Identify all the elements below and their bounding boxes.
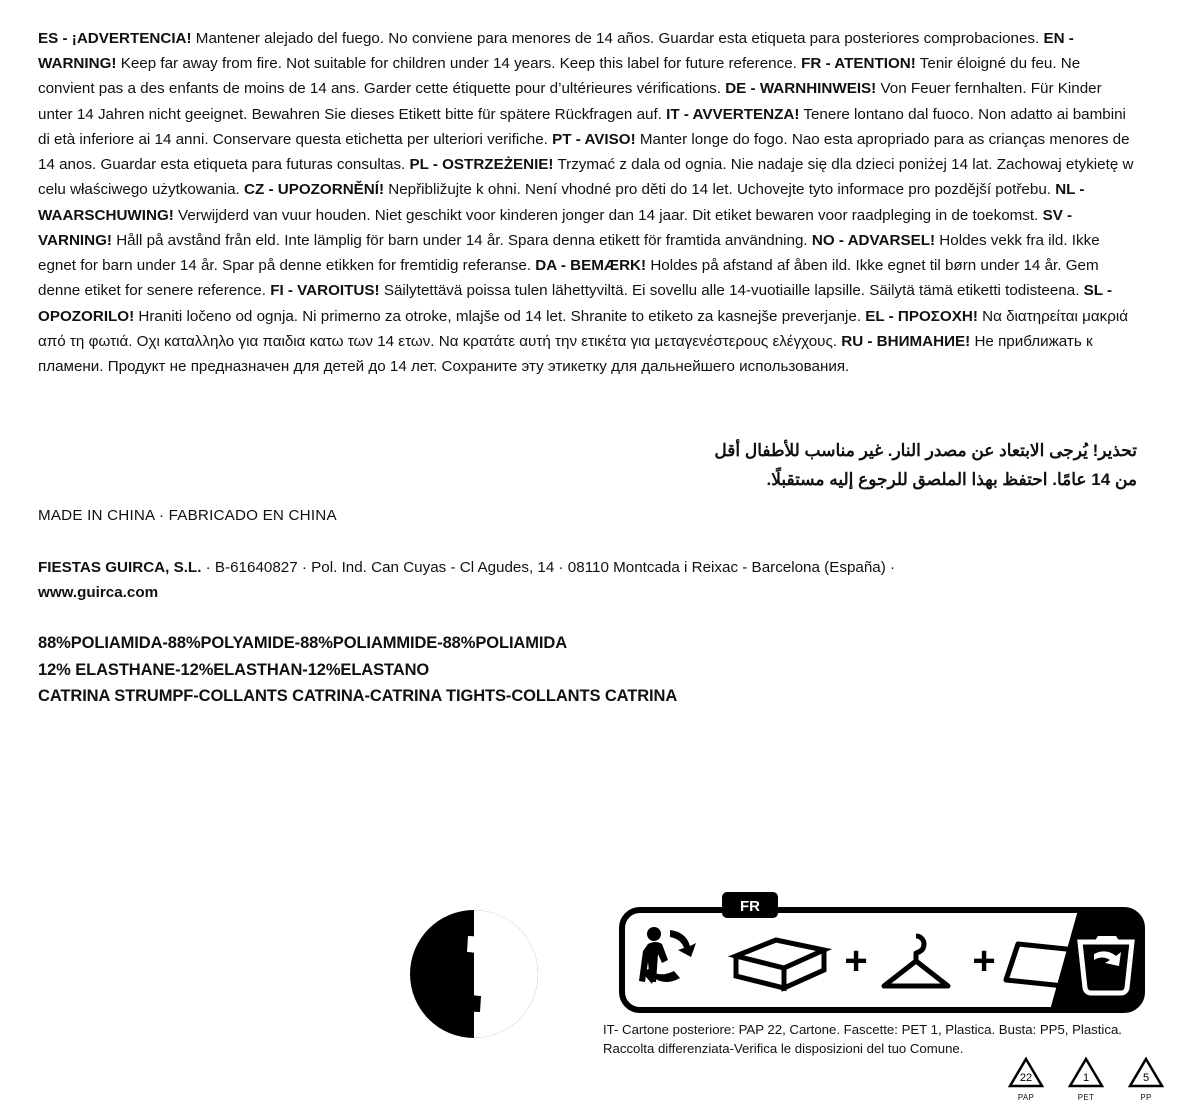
warning-lang-label-12: FI - VAROITUS! — [270, 282, 380, 300]
svg-text:+: + — [844, 939, 868, 983]
warning-lang-text-13: Hraniti ločeno od ognja. Ni primerno za otroke, mlajše od 14 let. Shranite to etiketo za kasnejše preverjanje. — [134, 307, 866, 325]
multilingual-warning-text — [38, 26, 1138, 379]
company-info — [38, 555, 1158, 605]
material-code-pap — [1000, 1056, 1052, 1102]
warning-lang-text-1: Keep far away from fire. Not suitable for children under 14 years. Keep this label for future reference. — [116, 55, 802, 73]
warning-lang-label-4: IT - AVVERTENZA! — [666, 105, 800, 123]
warning-lang-text-5: Manter longe do fogo. Nao esta apropriado para as crianças menores de 14 anos. Guardar esta etiqueta para futuras consultas. — [38, 130, 1130, 174]
warning-lang-text-9: Håll på avstånd från eld. Inte lämplig för barn under 14 år. Spara denna etikett för framtida användning. — [111, 231, 812, 249]
svg-text:+: + — [972, 939, 996, 983]
warning-lang-text-15: Не приближать к пламени. Продукт не предназначен для детей до 14 лет. Сохраните эту этикетку для дальнейшего использования. — [38, 332, 1093, 376]
warning-lang-label-7: CZ - UPOZORNĚNÍ! — [243, 181, 385, 199]
warning-lang-label-6: PL - OSTRZEŻENIE! — [409, 156, 554, 174]
warning-lang-label-5: PT - AVISO! — [552, 130, 636, 148]
warning-lang-label-3: DE - WARNHINWEIS! — [725, 80, 877, 98]
material-code-pet — [1060, 1056, 1112, 1102]
warning-lang-label-10: NO - ADVARSEL! — [811, 231, 936, 249]
warning-lang-text-6: Trzymać z dala od ognia. Nie nadaje się dla dzieci poniżej 14 lat. Zachowaj etykietę w celu właściwego użytkowania. — [38, 156, 1134, 199]
material-code-pp-label: PP — [1140, 1093, 1152, 1102]
svg-text:5: 5 — [1142, 1072, 1150, 1084]
material-code-group — [1000, 1056, 1175, 1102]
warning-lang-text-2: Tenir éloigné du feu. Ne convient pas a des enfants de moins de 14 ans. Garder cette étiquette pour d’ultérieures vérifications. — [38, 55, 1081, 98]
company-website: www.guirca.com — [38, 584, 159, 602]
green-dot-recycling-icon — [408, 908, 540, 1040]
warning-lang-text-3: Von Feuer fernhalten. Für Kinder unter 14 Jahren nicht geeignet. Bewahren Sie dieses Etikett bitte für spätere Rückfragen auf. — [38, 80, 1102, 123]
composition-line-3: CATRINA STRUMPF-COLLANTS CATRINA-CATRINA TIGHTS-COLLANTS CATRINA — [38, 687, 678, 706]
svg-text:22: 22 — [1019, 1072, 1033, 1084]
warning-lang-label-8: NL - WAARSCHUWING! — [38, 181, 1085, 224]
arabic-warning-line-2: من 14 عامًا. احتفظ بهذا الملصق للرجوع إليه مستقبلًا. — [766, 469, 1137, 489]
material-code-pap-label: PAP — [1017, 1093, 1035, 1102]
composition-line-2: 12% ELASTHANE-12%ELASTHAN-12%ELASTANO — [38, 660, 430, 679]
material-code-pet-label: PET — [1077, 1093, 1095, 1102]
packaging-disposal-pictogram — [612, 892, 1152, 1014]
svg-text:FR: FR — [740, 898, 760, 915]
warning-lang-text-4: Tenere lontano dal fuoco. Non adatto ai bambini di età inferiore ai 14 anni. Conservare questa etichetta per ulteriori verifiche. — [38, 105, 1126, 148]
warning-lang-label-11: DA - BEMÆRK! — [535, 257, 647, 275]
svg-text:1: 1 — [1082, 1072, 1090, 1084]
packaging-note-line-2: Raccolta differenziata-Verifica le disposizioni del tuo Comune. — [603, 1041, 964, 1057]
warning-lang-text-0: Mantener alejado del fuego. No conviene para menores de 14 años. Guardar esta etiqueta para posteriores comprobaciones. — [191, 30, 1044, 47]
warning-lang-text-7: Nepřibližujte k ohni. Není vhodné pro děti do 14 let. Uchovejte tyto informace pro pozdější potřebu. — [384, 181, 1056, 199]
warning-lang-label-2: FR - ATENTION! — [801, 55, 916, 73]
composition-block — [38, 630, 1038, 710]
arabic-warning-text — [437, 437, 1137, 495]
warning-lang-label-14: EL - ΠΡΟΣΟΧΗ! — [865, 307, 978, 325]
warning-lang-label-13: SL - OPOZORILO! — [38, 282, 1113, 325]
company-details: · B-61640827 · Pol. Ind. Can Cuyas - Cl Agudes, 14 · 08110 Montcada i Reixac - Barcelona (España) · — [201, 559, 896, 576]
composition-line-1: 88%POLIAMIDA-88%POLYAMIDE-88%POLIAMMIDE-88%POLIAMIDA — [38, 634, 568, 652]
warning-lang-label-9: SV - VARNING! — [38, 206, 1073, 249]
material-code-pp — [1120, 1056, 1172, 1102]
made-in-text: MADE IN CHINA · FABRICADO EN CHINA — [38, 507, 337, 524]
arabic-warning-line-1: تحذير! يُرجى الابتعاد عن مصدر النار. غير مناسب للأطفال أقل — [714, 441, 1137, 460]
warning-lang-text-8: Verwijderd van vuur houden. Niet geschikt voor kinderen jonger dan 14 jaar. Dit etiket bewaren voor raadpleging in de toekomst. — [173, 206, 1043, 224]
warning-lang-text-12: Säilytettävä poissa tulen lähettyviltä. Ei sovellu alle 14-vuotiaille lapsille. Säilytä tämä etiketti todisteena. — [379, 282, 1084, 300]
warning-lang-label-0: ES - ¡ADVERTENCIA! — [38, 30, 192, 47]
warning-lang-label-15: RU - ВНИМАНИЕ! — [841, 332, 971, 350]
packaging-note-line-1: IT- Cartone posteriore: PAP 22, Cartone. Fascette: PET 1, Plastica. Busta: PP5, Plastica. — [603, 1022, 1122, 1037]
packaging-note — [603, 1020, 1163, 1058]
warning-lang-text-14: Να διατηρείται μακριά από τη φωτιά. Οχι καταλληλο για παιδια κατω των 14 ετων. Να κρατάτε αυτή την ετικέτα για μεταγενέστερους ελέγχους. — [38, 307, 1128, 350]
warning-lang-label-1: EN - WARNING! — [38, 30, 1074, 73]
company-name: FIESTAS GUIRCA, S.L. — [38, 559, 202, 576]
warning-lang-text-11: Holdes på afstand af åben ild. Ikke egnet til børn under 14 år. Gem denne etiket for senere reference. — [38, 257, 1099, 300]
warning-lang-text-10: Holdes vekk fra ild. Ikke egnet for barn under 14 år. Spar på denne etikken for fremtidig referanse. — [38, 231, 1100, 275]
